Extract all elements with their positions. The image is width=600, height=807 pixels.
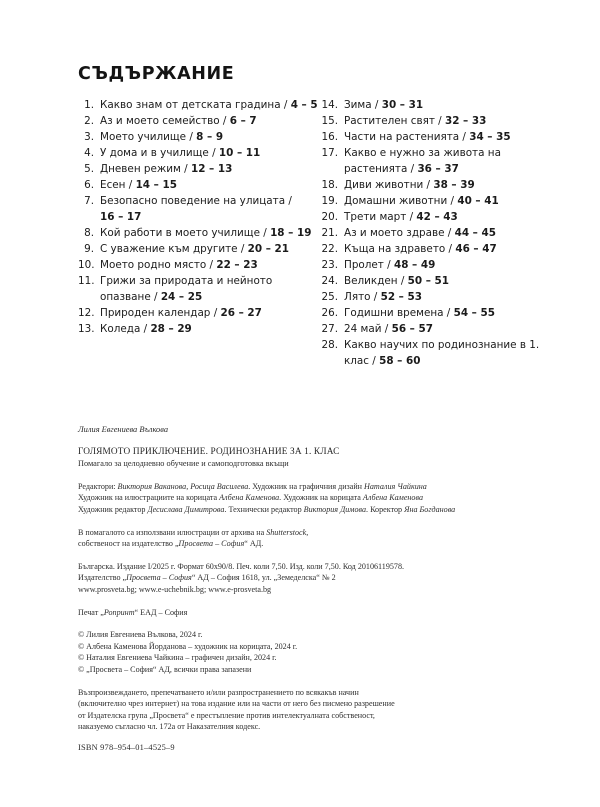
toc-entry-title <box>100 129 320 145</box>
toc-entry-title-text: Части на растенията / <box>344 130 470 143</box>
toc-entry-title-text: Безопасно поведение на улицата / <box>100 194 292 207</box>
imprint-publication-line: www.prosveta.bg; www.e-uchebnik.bg; www.e-prosveta.bg <box>78 584 272 594</box>
toc-entry-pages: 56 – 57 <box>391 322 433 335</box>
toc-entry[interactable] <box>78 305 320 321</box>
imprint-publication-line: Българска. Издание I/2025 г. Формат 60х90/8. Печ. коли 7,50. Изд. коли 7,50. Код 20106119578. <box>78 561 405 571</box>
toc-entry-pages: 16 – 17 <box>100 210 142 223</box>
toc-entry-number: 3. <box>84 130 94 143</box>
imprint-author: Лилия Евгениева Вълкова <box>78 425 169 434</box>
toc-entry-pages: 46 – 47 <box>455 242 497 255</box>
toc-entry-title-text: Моето родно място / <box>100 258 217 271</box>
toc-entry-title <box>344 257 548 273</box>
imprint-legal-line: от Издателска група „Просвета“ е престъпление против интелектуалната собственост, <box>78 710 375 720</box>
toc-column-left <box>78 97 320 337</box>
toc-entry[interactable] <box>320 145 548 177</box>
toc-entry[interactable] <box>78 129 320 145</box>
toc-entry-pages: 12 – 13 <box>190 162 233 175</box>
imprint-legal-line: наказуемо съгласно чл. 172а от Наказателния кодекс. <box>78 722 261 732</box>
toc-entry-pages: 22 – 23 <box>216 258 258 271</box>
imprint-copyright-line: © „Просвета – София“ АД, всички права запазени <box>78 664 252 674</box>
toc-entry-title <box>344 337 548 369</box>
toc-entry-pages: 18 – 19 <box>270 226 312 239</box>
toc-entry-title <box>344 113 548 129</box>
toc-entry-title-text: Какво знам от детската градина / <box>100 98 291 111</box>
toc-entry[interactable] <box>78 113 320 129</box>
imprint-illustration-source <box>78 527 544 550</box>
toc-entry-number: 21. <box>321 226 338 239</box>
toc-entry-title <box>344 209 548 225</box>
imprint-source-line: собственост на издателство „Просвета – София“ АД. <box>78 539 264 549</box>
toc-entry-number: 15. <box>321 114 338 127</box>
toc-entry-number: 4. <box>84 146 94 159</box>
toc-entry[interactable] <box>320 113 548 129</box>
toc-entry[interactable] <box>320 209 548 225</box>
toc-entry-pages: 30 – 31 <box>381 98 424 111</box>
imprint-legal-line: (включително чрез интернет) на това издание или на части от него без писмено разрешение <box>78 699 395 709</box>
imprint-legal-line: Възпроизвеждането, препечатването и/или разпространението по всякакъв начин <box>78 687 359 697</box>
toc-entry-pages: 14 – 15 <box>135 178 177 191</box>
toc-entry-title-text: Лято / <box>344 290 381 303</box>
toc-entry-title <box>100 225 320 241</box>
toc-entry[interactable] <box>320 177 548 193</box>
toc-entry-title <box>100 161 320 177</box>
toc-entry-title-text: Зима / <box>344 98 382 111</box>
toc-entry-title-text: Природен календар / <box>100 306 221 319</box>
imprint-credits <box>78 481 544 516</box>
toc-entry-title-text: Пролет / <box>344 258 394 271</box>
imprint-legal-notice <box>78 687 544 733</box>
toc-entry-number: 1. <box>84 98 94 111</box>
toc-entry-title-text: Аз и моето здраве / <box>344 226 455 239</box>
toc-entry-pages: 50 – 51 <box>407 274 450 287</box>
toc-entry-pages: 8 – 9 <box>196 130 224 143</box>
toc-entry-number: 10. <box>78 258 95 271</box>
toc-entry-title-text: Кой работи в моето училище / <box>100 226 271 239</box>
toc-entry-title <box>100 97 320 113</box>
toc-entry-title <box>344 273 548 289</box>
imprint-book-subtitle: Помагало за целодневно обучение и самоподготовка вкъщи <box>78 459 289 469</box>
toc-entry[interactable] <box>78 177 320 193</box>
toc-entry-title <box>344 241 548 257</box>
toc-entry[interactable] <box>320 289 548 305</box>
toc-entry-pages: 54 – 55 <box>453 306 495 319</box>
toc-entry-pages: 34 – 35 <box>469 130 511 143</box>
toc-entry-number: 22. <box>321 242 338 255</box>
toc-entry-title-text: Диви животни / <box>344 178 434 191</box>
imprint-block <box>78 424 544 753</box>
toc-entry-number: 28. <box>321 338 338 351</box>
toc-entry-title-text: Какво научих по родинознание в 1. клас / <box>344 338 540 367</box>
toc-entry-title <box>100 113 320 129</box>
toc-entry[interactable] <box>320 97 548 113</box>
imprint-publication-details <box>78 561 544 596</box>
toc-entry[interactable] <box>320 337 548 369</box>
toc-entry-title-text: Растителен свят / <box>344 114 445 127</box>
toc-entry[interactable] <box>78 97 320 113</box>
toc-entry[interactable] <box>78 241 320 257</box>
toc-entry-title <box>100 177 320 193</box>
toc-entry-title <box>344 145 548 177</box>
toc-entry-number: 26. <box>321 306 338 319</box>
imprint-printer: Печат „Ропринт“ ЕАД – София <box>78 607 188 617</box>
toc-entry-pages: 42 – 43 <box>416 210 458 223</box>
toc-entry-pages: 28 – 29 <box>150 322 192 335</box>
toc-entry-title-text: Дневен режим / <box>100 162 191 175</box>
toc-entry-number: 14. <box>321 98 338 111</box>
toc-entry-pages: 38 – 39 <box>433 178 475 191</box>
toc-entry-title-text: С уважение към другите / <box>100 242 248 255</box>
toc-entry[interactable] <box>320 321 548 337</box>
imprint-source-line: В помагалото са използвани илюстрации от архива на Shutterstock, <box>78 527 309 537</box>
toc-entry-pages: 26 – 27 <box>220 306 262 319</box>
imprint-copyright-line: © Наталия Евгениева Чайкина – графичен дизайн, 2024 г. <box>78 653 277 663</box>
toc-entry-title-text: Какво е нужно за живота на растенията / <box>344 146 501 175</box>
toc-entry-pages: 52 – 53 <box>380 290 422 303</box>
toc-entry[interactable] <box>320 257 548 273</box>
toc-entry[interactable] <box>78 225 320 241</box>
toc-entry-title-text: Годишни времена / <box>344 306 454 319</box>
toc-entry-pages: 4 – 5 <box>290 98 318 111</box>
imprint-publication-line: Издателство „Просвета – София“ АД – София 1618, ул. „Земеделска“ № 2 <box>78 573 336 583</box>
toc-entry-title-text: Есен / <box>100 178 136 191</box>
toc-entry-number: 20. <box>321 210 338 223</box>
toc-entry-pages: 44 – 45 <box>454 226 496 239</box>
toc-entry-number: 13. <box>78 322 95 335</box>
page-title: СЪДЪРЖАНИЕ <box>78 64 235 84</box>
toc-entry-title <box>100 145 320 161</box>
toc-entry-number: 24. <box>321 274 338 287</box>
toc-entry-title-text: Трети март / <box>344 210 417 223</box>
toc-entry-number: 11. <box>78 274 95 287</box>
toc-entry-pages: 48 – 49 <box>393 258 436 271</box>
toc-entry-title <box>344 289 548 305</box>
toc-entry[interactable] <box>78 145 320 161</box>
toc-entry-number: 2. <box>84 114 94 127</box>
imprint-copyright <box>78 629 544 675</box>
toc-entry-title-text: У дома и в училище / <box>100 146 219 159</box>
toc-entry-number: 6. <box>84 178 94 191</box>
toc-entry-title-text: Великден / <box>344 274 408 287</box>
toc-entry-pages: 40 – 41 <box>457 194 499 207</box>
toc-entry-number: 19. <box>321 194 338 207</box>
toc-entry[interactable] <box>320 273 548 289</box>
toc-entry-title <box>344 97 548 113</box>
toc-entry-pages: 32 – 33 <box>444 114 487 127</box>
toc-entry-pages: 6 – 7 <box>229 114 257 127</box>
toc-entry-pages: 36 – 37 <box>417 162 459 175</box>
table-of-contents <box>78 66 548 369</box>
imprint-copyright-line: © Албена Каменова Йорданова – художник на корицата, 2024 г. <box>78 641 298 651</box>
imprint-credit-line: Редактори: Виктория Ваканова, Росица Василева. Художник на графичния дизайн Наталия Чайкина <box>78 481 427 491</box>
toc-entry[interactable] <box>320 241 548 257</box>
toc-entry[interactable] <box>78 273 320 305</box>
toc-entry-number: 8. <box>84 226 94 239</box>
imprint-book-title: ГОЛЯМОТО ПРИКЛЮЧЕНИЕ. РОДИНОЗНАНИЕ ЗА 1. КЛАС <box>78 446 340 457</box>
toc-entry-pages: 20 – 21 <box>247 242 290 255</box>
toc-entry-number: 18. <box>321 178 338 191</box>
toc-entry-number: 5. <box>84 162 94 175</box>
toc-entry-pages: 24 – 25 <box>160 290 203 303</box>
toc-entry-title <box>100 273 320 305</box>
imprint-copyright-line: © Лилия Евгениева Вълкова, 2024 г. <box>78 630 203 640</box>
toc-columns <box>78 97 548 369</box>
toc-entry[interactable] <box>78 257 320 273</box>
toc-entry-pages: 58 – 60 <box>379 354 421 367</box>
toc-entry[interactable] <box>78 193 320 225</box>
toc-entry-number: 27. <box>321 322 338 335</box>
toc-entry-number: 12. <box>78 306 95 319</box>
toc-entry-number: 23. <box>321 258 338 271</box>
toc-entry-title <box>100 321 320 337</box>
toc-entry-title <box>344 177 548 193</box>
toc-entry[interactable] <box>320 193 548 209</box>
toc-entry-title <box>344 321 548 337</box>
toc-entry[interactable] <box>78 161 320 177</box>
imprint-credit-line: Художник редактор Десислава Димитрова. Технически редактор Виктория Димова. Коректор Яна Богданова <box>78 504 456 514</box>
toc-entry-number: 25. <box>321 290 338 303</box>
toc-entry-number: 17. <box>321 146 338 159</box>
toc-entry-title <box>344 225 548 241</box>
toc-entry-number: 9. <box>84 242 94 255</box>
toc-entry-number: 7. <box>84 194 94 207</box>
toc-entry-title-text: Къща на здравето / <box>344 242 456 255</box>
toc-entry[interactable] <box>78 321 320 337</box>
toc-entry-title-text: Коледа / <box>100 322 151 335</box>
toc-entry-title-text: Аз и моето семейство / <box>100 114 230 127</box>
toc-entry-title <box>100 241 320 257</box>
toc-entry[interactable] <box>320 305 548 321</box>
toc-entry-title <box>100 193 320 225</box>
toc-column-right <box>320 97 548 369</box>
toc-entry-number: 16. <box>321 130 338 143</box>
toc-entry-pages: 10 – 11 <box>218 146 261 159</box>
toc-entry-title-text: Домашни животни / <box>344 194 458 207</box>
toc-entry-title-text: Грижи за природата и нейното опазване / <box>100 274 273 303</box>
toc-entry[interactable] <box>320 225 548 241</box>
toc-entry-title <box>100 257 320 273</box>
imprint-isbn: ISBN 978–954–01–4525–9 <box>78 742 175 752</box>
toc-entry-title <box>344 305 548 321</box>
toc-entry[interactable] <box>320 129 548 145</box>
toc-entry-title <box>100 305 320 321</box>
toc-entry-title <box>344 129 548 145</box>
toc-entry-title-text: Моето училище / <box>100 130 197 143</box>
imprint-credit-line: Художник на илюстрациите на корицата Албена Каменова. Художник на корицата Албена Каменова <box>78 493 423 503</box>
toc-entry-title <box>344 193 548 209</box>
toc-entry-title-text: 24 май / <box>344 322 392 335</box>
